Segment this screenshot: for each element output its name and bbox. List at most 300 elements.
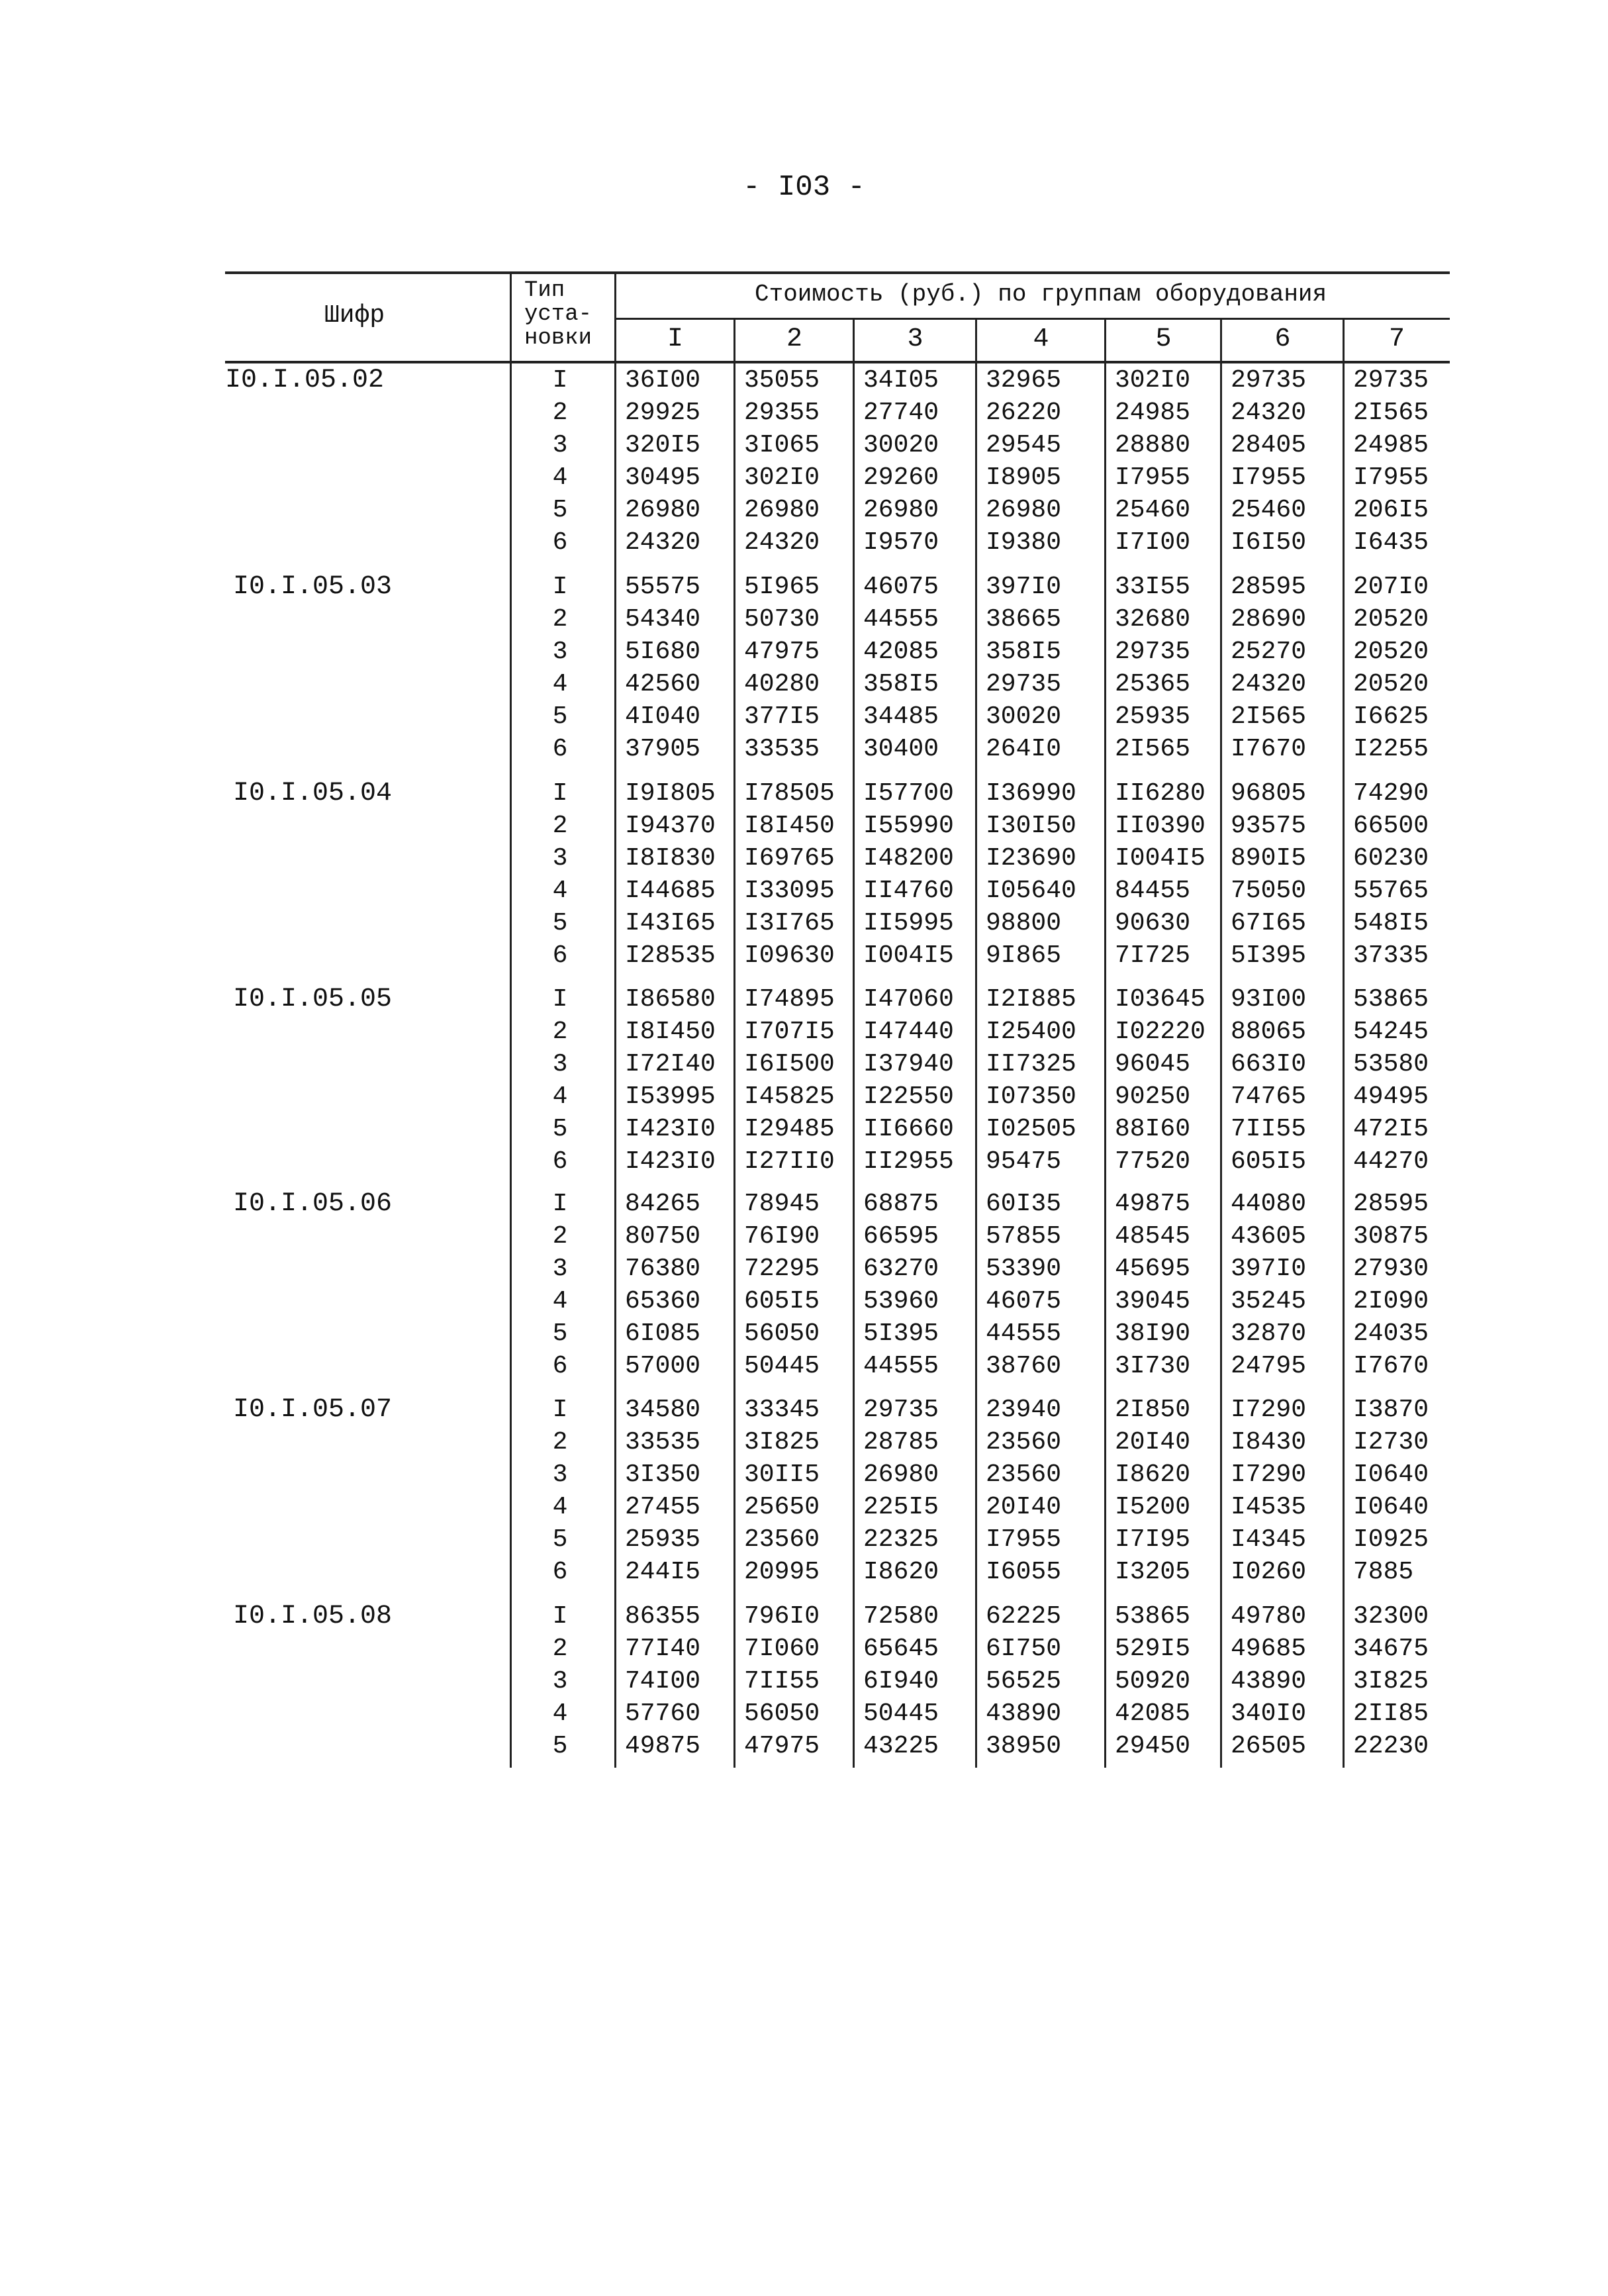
type-cell: I: [552, 573, 568, 601]
value-cell-group-3: 66595: [863, 1222, 939, 1251]
type-cell: 4: [552, 463, 568, 492]
table-row: [225, 1730, 1450, 1762]
value-cell-group-5: 90630: [1115, 909, 1191, 937]
value-cell-group-2: I707I5: [744, 1018, 835, 1046]
section-I0.I.05.03: [225, 571, 1450, 765]
value-cell-group-4: 23940: [986, 1396, 1062, 1424]
value-cell-group-1: I423I0: [625, 1115, 716, 1143]
value-cell-group-2: 47975: [744, 638, 820, 666]
value-cell-group-5: 84455: [1115, 877, 1191, 905]
value-cell-group-1: 80750: [625, 1222, 701, 1251]
value-cell-group-5: I3205: [1115, 1558, 1191, 1586]
value-cell-group-3: 43225: [863, 1732, 939, 1760]
value-cell-group-4: 26980: [986, 496, 1062, 524]
value-cell-group-6: 43605: [1231, 1222, 1307, 1251]
value-cell-group-7: I0640: [1353, 1460, 1429, 1489]
type-cell: 4: [552, 877, 568, 905]
value-cell-group-3: 68875: [863, 1190, 939, 1218]
type-cell: 3: [552, 1667, 568, 1696]
value-cell-group-5: 88I60: [1115, 1115, 1191, 1143]
type-cell: 6: [552, 528, 568, 557]
value-cell-group-1: 6I085: [625, 1319, 701, 1348]
value-cell-group-2: 56050: [744, 1319, 820, 1348]
section-I0.I.05.07: [225, 1394, 1450, 1588]
table-row: [225, 700, 1450, 733]
value-cell-group-6: I0260: [1231, 1558, 1307, 1586]
value-cell-group-1: I53995: [625, 1082, 716, 1111]
value-cell-group-4: I07350: [986, 1082, 1076, 1111]
value-cell-group-2: 35055: [744, 366, 820, 395]
value-cell-group-2: 24320: [744, 528, 820, 557]
value-cell-group-2: I78505: [744, 779, 835, 808]
table-row: [225, 364, 1450, 397]
value-cell-group-3: 5I395: [863, 1319, 939, 1348]
value-cell-group-6: 26505: [1231, 1732, 1307, 1760]
table-row: [225, 1317, 1450, 1350]
header-type-line-1: Тип: [524, 278, 565, 303]
value-cell-group-1: 4I040: [625, 702, 701, 731]
value-cell-group-3: I004I5: [863, 941, 954, 970]
value-cell-group-1: I72I40: [625, 1050, 716, 1078]
value-cell-group-7: 2II85: [1353, 1699, 1429, 1728]
value-cell-group-5: 28880: [1115, 431, 1191, 459]
value-cell-group-6: 32870: [1231, 1319, 1307, 1348]
value-cell-group-3: 65645: [863, 1635, 939, 1663]
value-cell-group-1: 320I5: [625, 431, 701, 459]
type-cell: I: [552, 1602, 568, 1631]
value-cell-group-1: 244I5: [625, 1558, 701, 1586]
value-cell-group-3: 22325: [863, 1525, 939, 1554]
value-cell-group-2: 23560: [744, 1525, 820, 1554]
table-row: [225, 875, 1450, 907]
value-cell-group-1: I43I65: [625, 909, 716, 937]
value-cell-group-4: 26220: [986, 399, 1062, 427]
value-cell-group-6: 28595: [1231, 573, 1307, 601]
value-cell-group-7: 34675: [1353, 1635, 1429, 1663]
table-row: [225, 603, 1450, 636]
value-cell-group-4: 98800: [986, 909, 1062, 937]
value-cell-group-1: 65360: [625, 1287, 701, 1315]
type-cell: 2: [552, 399, 568, 427]
value-cell-group-7: I0925: [1353, 1525, 1429, 1554]
group-header-1: I: [667, 324, 683, 354]
value-cell-group-2: 50445: [744, 1352, 820, 1380]
value-cell-group-1: 24320: [625, 528, 701, 557]
type-cell: 3: [552, 431, 568, 459]
value-cell-group-7: 53580: [1353, 1050, 1429, 1078]
table-row: [225, 1220, 1450, 1253]
value-cell-group-1: 84265: [625, 1190, 701, 1218]
value-cell-group-6: I7290: [1231, 1396, 1307, 1424]
value-cell-group-3: 29735: [863, 1396, 939, 1424]
table-row: [225, 1048, 1450, 1080]
value-cell-group-7: 55765: [1353, 877, 1429, 905]
value-cell-group-4: 397I0: [986, 573, 1062, 601]
value-cell-group-4: I30I50: [986, 812, 1076, 840]
value-cell-group-7: 74290: [1353, 779, 1429, 808]
value-cell-group-4: 44555: [986, 1319, 1062, 1348]
value-cell-group-6: 88065: [1231, 1018, 1307, 1046]
value-cell-group-6: 28405: [1231, 431, 1307, 459]
value-cell-group-6: 49685: [1231, 1635, 1307, 1663]
value-cell-group-6: 890I5: [1231, 844, 1307, 873]
value-cell-group-2: I74895: [744, 985, 835, 1014]
value-cell-group-6: 25270: [1231, 638, 1307, 666]
type-cell: 2: [552, 1635, 568, 1663]
value-cell-group-6: 74765: [1231, 1082, 1307, 1111]
type-cell: I: [552, 1190, 568, 1218]
type-cell: 2: [552, 1222, 568, 1251]
value-cell-group-3: 358I5: [863, 670, 939, 698]
value-cell-group-5: I7I95: [1115, 1525, 1191, 1554]
value-cell-group-6: 2I565: [1231, 702, 1307, 731]
value-cell-group-5: 29735: [1115, 638, 1191, 666]
value-cell-group-3: 44555: [863, 1352, 939, 1380]
value-cell-group-4: 57855: [986, 1222, 1062, 1251]
header-type-line-3: новки: [524, 326, 592, 351]
value-cell-group-4: 29735: [986, 670, 1062, 698]
table-row: [225, 1113, 1450, 1145]
type-cell: I: [552, 985, 568, 1014]
value-cell-group-7: I2255: [1353, 735, 1429, 763]
value-cell-group-2: 20995: [744, 1558, 820, 1586]
value-cell-group-7: 206I5: [1353, 496, 1429, 524]
value-cell-group-3: 44555: [863, 605, 939, 634]
type-cell: 6: [552, 735, 568, 763]
value-cell-group-4: 32965: [986, 366, 1062, 395]
value-cell-group-5: 2I850: [1115, 1396, 1191, 1424]
value-cell-group-7: 24985: [1353, 431, 1429, 459]
table-row: [225, 1556, 1450, 1588]
value-cell-group-5: 77520: [1115, 1147, 1191, 1176]
type-cell: 6: [552, 1352, 568, 1380]
table-row: [225, 494, 1450, 526]
value-cell-group-1: I8I830: [625, 844, 716, 873]
value-cell-group-6: 43890: [1231, 1667, 1307, 1696]
value-cell-group-6: 75050: [1231, 877, 1307, 905]
value-cell-group-6: I8430: [1231, 1428, 1307, 1457]
value-cell-group-1: 36I00: [625, 366, 701, 395]
value-cell-group-3: 72580: [863, 1602, 939, 1631]
value-cell-group-7: I6435: [1353, 528, 1429, 557]
section-I0.I.05.06: [225, 1188, 1450, 1382]
value-cell-group-5: 90250: [1115, 1082, 1191, 1111]
value-cell-group-3: I9570: [863, 528, 939, 557]
value-cell-group-1: 5I680: [625, 638, 701, 666]
type-cell: 3: [552, 1050, 568, 1078]
table-row: [225, 429, 1450, 461]
value-cell-group-4: 358I5: [986, 638, 1062, 666]
value-cell-group-1: 37905: [625, 735, 701, 763]
value-cell-group-4: 29545: [986, 431, 1062, 459]
table-row: [225, 526, 1450, 559]
value-cell-group-4: 38760: [986, 1352, 1062, 1380]
value-cell-group-5: 45695: [1115, 1255, 1191, 1283]
value-cell-group-7: I2730: [1353, 1428, 1429, 1457]
type-cell: 2: [552, 605, 568, 634]
type-cell: 3: [552, 638, 568, 666]
value-cell-group-4: 9I865: [986, 941, 1062, 970]
value-cell-group-5: 48545: [1115, 1222, 1191, 1251]
value-cell-group-3: 50445: [863, 1699, 939, 1728]
type-cell: 4: [552, 1082, 568, 1111]
value-cell-group-5: 33I55: [1115, 573, 1191, 601]
table-row: [225, 1188, 1450, 1220]
type-cell: 3: [552, 1255, 568, 1283]
value-cell-group-4: 23560: [986, 1460, 1062, 1489]
value-cell-group-3: I47440: [863, 1018, 954, 1046]
value-cell-group-4: 23560: [986, 1428, 1062, 1457]
value-cell-group-7: 3I825: [1353, 1667, 1429, 1696]
value-cell-group-2: I27II0: [744, 1147, 835, 1176]
value-cell-group-1: 74I00: [625, 1667, 701, 1696]
value-cell-group-7: 472I5: [1353, 1115, 1429, 1143]
value-cell-group-1: 33535: [625, 1428, 701, 1457]
value-cell-group-2: I29485: [744, 1115, 835, 1143]
value-cell-group-1: I44685: [625, 877, 716, 905]
value-cell-group-2: I33095: [744, 877, 835, 905]
table-row: [225, 461, 1450, 494]
section-code: I0.I.05.02: [225, 365, 385, 395]
value-cell-group-1: 86355: [625, 1602, 701, 1631]
value-cell-group-5: I02220: [1115, 1018, 1206, 1046]
value-cell-group-3: I37940: [863, 1050, 954, 1078]
value-cell-group-2: 78945: [744, 1190, 820, 1218]
value-cell-group-5: 25365: [1115, 670, 1191, 698]
value-cell-group-7: I7670: [1353, 1352, 1429, 1380]
value-cell-group-6: 7II55: [1231, 1115, 1307, 1143]
value-cell-group-5: I5200: [1115, 1493, 1191, 1521]
value-cell-group-3: I57700: [863, 779, 954, 808]
value-cell-group-2: 47975: [744, 1732, 820, 1760]
value-cell-group-5: I8620: [1115, 1460, 1191, 1489]
value-cell-group-5: 49875: [1115, 1190, 1191, 1218]
type-cell: 3: [552, 1460, 568, 1489]
value-cell-group-2: 33345: [744, 1396, 820, 1424]
header-type-line-2: уста-: [524, 302, 592, 327]
header-group-title: Стоимость (руб.) по группам оборудования: [755, 281, 1327, 308]
value-cell-group-5: 50920: [1115, 1667, 1191, 1696]
value-cell-group-2: 796I0: [744, 1602, 820, 1631]
value-cell-group-3: I22550: [863, 1082, 954, 1111]
type-cell: 5: [552, 1115, 568, 1143]
value-cell-group-6: 93I00: [1231, 985, 1307, 1014]
type-cell: 5: [552, 1732, 568, 1760]
type-cell: 2: [552, 1018, 568, 1046]
value-cell-group-7: 53865: [1353, 985, 1429, 1014]
value-cell-group-5: 25935: [1115, 702, 1191, 731]
value-cell-group-4: I02505: [986, 1115, 1076, 1143]
value-cell-group-7: 66500: [1353, 812, 1429, 840]
value-cell-group-2: 7II55: [744, 1667, 820, 1696]
value-cell-group-7: 37335: [1353, 941, 1429, 970]
value-cell-group-7: 207I0: [1353, 573, 1429, 601]
value-cell-group-1: 57760: [625, 1699, 701, 1728]
value-cell-group-4: I05640: [986, 877, 1076, 905]
value-cell-group-6: 96805: [1231, 779, 1307, 808]
value-cell-group-7: I6625: [1353, 702, 1429, 731]
value-cell-group-7: 20520: [1353, 670, 1429, 698]
value-cell-group-5: 3I730: [1115, 1352, 1191, 1380]
value-cell-group-6: 663I0: [1231, 1050, 1307, 1078]
group-header-rule: [614, 318, 1450, 320]
value-cell-group-6: 397I0: [1231, 1255, 1307, 1283]
value-cell-group-1: 54340: [625, 605, 701, 634]
section-I0.I.05.02: [225, 364, 1450, 559]
type-cell: I: [552, 366, 568, 395]
group-header-5: 5: [1155, 324, 1172, 354]
table-row: [225, 1665, 1450, 1698]
value-cell-group-2: I09630: [744, 941, 835, 970]
section-code: I0.I.05.04: [233, 779, 393, 808]
table-row: [225, 1491, 1450, 1523]
value-cell-group-5: 39045: [1115, 1287, 1191, 1315]
table-row: [225, 397, 1450, 429]
value-cell-group-4: 62225: [986, 1602, 1062, 1631]
value-cell-group-6: 340I0: [1231, 1699, 1307, 1728]
value-cell-group-7: 60230: [1353, 844, 1429, 873]
value-cell-group-1: I86580: [625, 985, 716, 1014]
value-cell-group-2: 40280: [744, 670, 820, 698]
table-row: [225, 1426, 1450, 1459]
value-cell-group-2: I6I500: [744, 1050, 835, 1078]
value-cell-group-3: 42085: [863, 638, 939, 666]
value-cell-group-4: I36990: [986, 779, 1076, 808]
value-cell-group-3: 30400: [863, 735, 939, 763]
group-header-3: 3: [907, 324, 923, 354]
value-cell-group-7: 548I5: [1353, 909, 1429, 937]
value-cell-group-6: 24795: [1231, 1352, 1307, 1380]
value-cell-group-6: 25460: [1231, 496, 1307, 524]
table-row: [225, 1394, 1450, 1426]
value-cell-group-3: I47060: [863, 985, 954, 1014]
value-cell-group-2: 76I90: [744, 1222, 820, 1251]
section-code: I0.I.05.07: [233, 1395, 393, 1425]
table-row: [225, 668, 1450, 700]
value-cell-group-7: 49495: [1353, 1082, 1429, 1111]
value-cell-group-6: 49780: [1231, 1602, 1307, 1631]
value-cell-group-5: I7I00: [1115, 528, 1191, 557]
value-cell-group-1: 34580: [625, 1396, 701, 1424]
value-cell-group-3: II4760: [863, 877, 954, 905]
value-cell-group-5: 7I725: [1115, 941, 1191, 970]
type-cell: I: [552, 1396, 568, 1424]
value-cell-group-4: 38665: [986, 605, 1062, 634]
value-cell-group-6: 29735: [1231, 366, 1307, 395]
value-cell-group-1: 26980: [625, 496, 701, 524]
value-cell-group-7: I3870: [1353, 1396, 1429, 1424]
value-cell-group-3: 6I940: [863, 1667, 939, 1696]
value-cell-group-5: 96045: [1115, 1050, 1191, 1078]
value-cell-group-2: I45825: [744, 1082, 835, 1111]
value-cell-group-5: 302I0: [1115, 366, 1191, 395]
table-row: [225, 1016, 1450, 1048]
value-cell-group-3: 34485: [863, 702, 939, 731]
section-code: I0.I.05.06: [233, 1189, 393, 1219]
value-cell-group-7: 27930: [1353, 1255, 1429, 1283]
type-cell: 6: [552, 1147, 568, 1176]
value-cell-group-2: 26980: [744, 496, 820, 524]
value-cell-group-4: 53390: [986, 1255, 1062, 1283]
type-cell: 4: [552, 670, 568, 698]
value-cell-group-2: 377I5: [744, 702, 820, 731]
type-cell: 3: [552, 844, 568, 873]
header-bottom-rule: [225, 361, 1450, 363]
value-cell-group-2: 29355: [744, 399, 820, 427]
value-cell-group-3: 26980: [863, 496, 939, 524]
section-code: I0.I.05.05: [233, 984, 393, 1014]
value-cell-group-6: 67I65: [1231, 909, 1307, 937]
section-I0.I.05.08: [225, 1600, 1450, 1762]
table-row: [225, 1285, 1450, 1317]
value-cell-group-3: 34I05: [863, 366, 939, 395]
value-cell-group-1: 49875: [625, 1732, 701, 1760]
value-cell-group-1: I8I450: [625, 1018, 716, 1046]
group-header-6: 6: [1274, 324, 1291, 354]
value-cell-group-4: II7325: [986, 1050, 1076, 1078]
value-cell-group-6: 24320: [1231, 670, 1307, 698]
value-cell-group-7: 30875: [1353, 1222, 1429, 1251]
value-cell-group-6: 93575: [1231, 812, 1307, 840]
value-cell-group-2: I8I450: [744, 812, 835, 840]
value-cell-group-1: 3I350: [625, 1460, 701, 1489]
value-cell-group-3: 26980: [863, 1460, 939, 1489]
value-cell-group-7: 22230: [1353, 1732, 1429, 1760]
value-cell-group-7: 29735: [1353, 366, 1429, 395]
value-cell-group-7: 28595: [1353, 1190, 1429, 1218]
value-cell-group-5: I004I5: [1115, 844, 1206, 873]
type-cell: 6: [552, 1558, 568, 1586]
value-cell-group-3: I8620: [863, 1558, 939, 1586]
table-row: [225, 571, 1450, 603]
value-cell-group-6: 605I5: [1231, 1147, 1307, 1176]
value-cell-group-7: 7885: [1353, 1558, 1414, 1586]
value-cell-group-7: I7955: [1353, 463, 1429, 492]
value-cell-group-6: 5I395: [1231, 941, 1307, 970]
header-code: Шифр: [324, 301, 385, 330]
value-cell-group-6: I4345: [1231, 1525, 1307, 1554]
value-cell-group-5: 42085: [1115, 1699, 1191, 1728]
value-cell-group-1: I9I805: [625, 779, 716, 808]
value-cell-group-7: 54245: [1353, 1018, 1429, 1046]
value-cell-group-1: 25935: [625, 1525, 701, 1554]
value-cell-group-4: I7955: [986, 1525, 1062, 1554]
value-cell-group-4: 46075: [986, 1287, 1062, 1315]
value-cell-group-6: 35245: [1231, 1287, 1307, 1315]
value-cell-group-5: I7955: [1115, 463, 1191, 492]
type-cell: 5: [552, 702, 568, 731]
value-cell-group-3: II2955: [863, 1147, 954, 1176]
value-cell-group-4: I2I885: [986, 985, 1076, 1014]
value-cell-group-4: I23690: [986, 844, 1076, 873]
value-cell-group-5: II6280: [1115, 779, 1206, 808]
value-cell-group-4: 20I40: [986, 1493, 1062, 1521]
value-cell-group-4: I9380: [986, 528, 1062, 557]
table-row: [225, 1523, 1450, 1556]
value-cell-group-5: 32680: [1115, 605, 1191, 634]
table-top-rule: [225, 271, 1450, 274]
value-cell-group-4: 38950: [986, 1732, 1062, 1760]
type-cell: 5: [552, 496, 568, 524]
section-code: I0.I.05.03: [233, 572, 393, 602]
section-code: I0.I.05.08: [233, 1602, 393, 1631]
table-row: [225, 1698, 1450, 1730]
value-cell-group-5: 29450: [1115, 1732, 1191, 1760]
section-I0.I.05.04: [225, 777, 1450, 972]
page-number: - I03 -: [743, 171, 865, 204]
value-cell-group-4: 43890: [986, 1699, 1062, 1728]
value-cell-group-3: II6660: [863, 1115, 954, 1143]
